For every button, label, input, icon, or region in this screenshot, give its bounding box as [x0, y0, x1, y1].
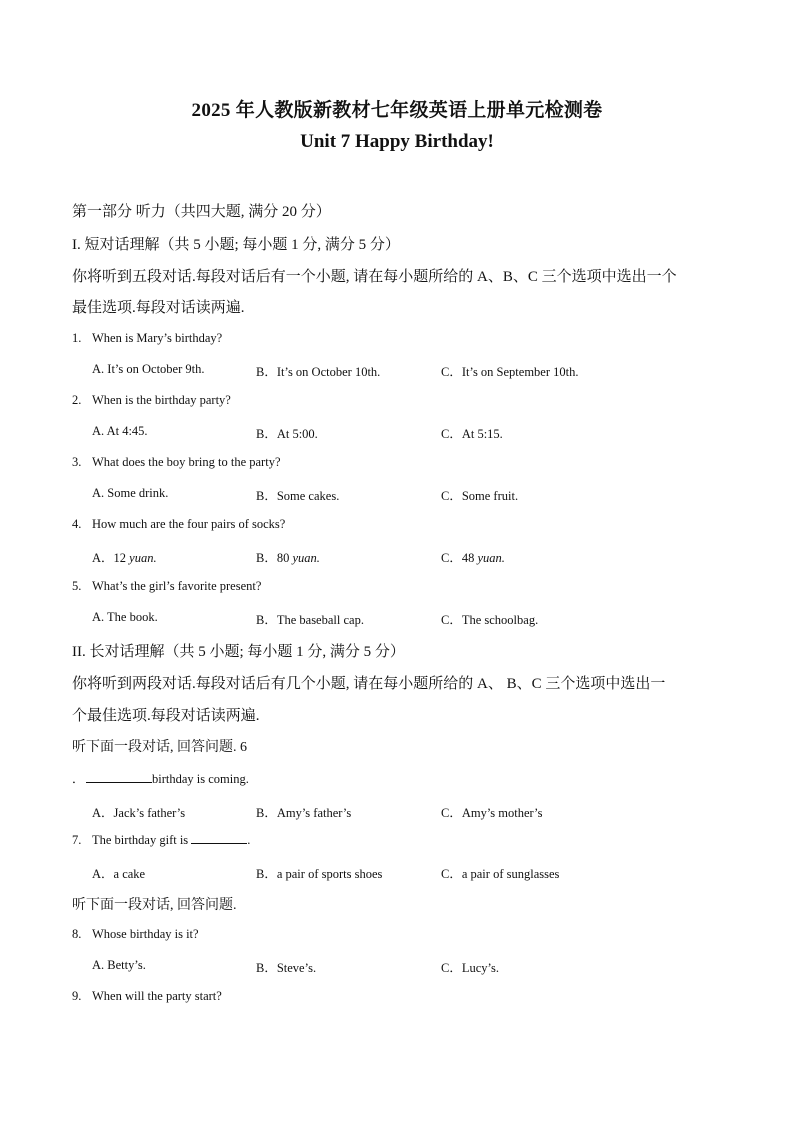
- q6-option-a[interactable]: A．Jack’s father’s: [92, 806, 186, 820]
- section1-heading: I. 短对话理解（共 5 小题; 每小题 1 分, 满分 5 分）: [72, 237, 400, 253]
- q3-option-b[interactable]: B．Some cakes.: [256, 489, 340, 503]
- question-text: When will the party start?: [92, 989, 222, 1003]
- question-number: 8.: [72, 927, 82, 941]
- question-text: What’s the girl’s favorite present?: [92, 579, 262, 593]
- q8-option-a[interactable]: A. Betty’s.: [92, 958, 146, 972]
- answer-blank[interactable]: [191, 843, 247, 844]
- answer-blank[interactable]: [86, 782, 152, 783]
- exam-title: 2025 年人教版新教材七年级英语上册单元检测卷: [191, 100, 603, 121]
- q5-option-b[interactable]: B．The baseball cap.: [256, 613, 364, 627]
- unit-subtitle: Unit 7 Happy Birthday!: [300, 131, 494, 152]
- question-number: 2.: [72, 393, 82, 407]
- question-5: [72, 579, 261, 594]
- question-number: 4.: [72, 517, 82, 531]
- q2-option-c[interactable]: C．At 5:15.: [441, 427, 503, 441]
- option-value: C．48: [441, 551, 478, 565]
- question-number: 5.: [72, 579, 82, 593]
- q6-option-c[interactable]: C．Amy’s mother’s: [441, 806, 543, 820]
- q6-option-b[interactable]: B．Amy’s father’s: [256, 806, 352, 820]
- question-text: birthday is coming.: [152, 772, 249, 786]
- section1-instructions-line1: 你将听到五段对话.每段对话后有一个小题, 请在每小题所给的 A、B、C 三个选项中选出一个: [72, 269, 677, 285]
- question-text: When is Mary’s birthday?: [92, 331, 223, 345]
- q7-option-b[interactable]: B．a pair of sports shoes: [256, 867, 383, 881]
- q5-option-a[interactable]: A. The book.: [92, 610, 158, 624]
- q7-option-c[interactable]: C．a pair of sunglasses: [441, 867, 560, 881]
- question-1: [72, 331, 222, 346]
- question-number: ．: [72, 772, 85, 786]
- question-number: 7.: [72, 833, 82, 847]
- q4-option-a[interactable]: [92, 548, 157, 566]
- option-unit: yuan.: [129, 551, 157, 565]
- q4-option-c[interactable]: [441, 548, 505, 566]
- question-text: How much are the four pairs of socks?: [92, 517, 286, 531]
- question-9: [72, 989, 222, 1004]
- option-value: A．12: [92, 551, 130, 565]
- dialogue2-prompt: 听下面一段对话, 回答问题.: [72, 898, 237, 913]
- q7-option-a[interactable]: A．a cake: [92, 867, 146, 881]
- option-value: B．80: [256, 551, 293, 565]
- q8-option-b[interactable]: B．Steve’s.: [256, 961, 317, 975]
- question-6: [72, 769, 249, 787]
- question-3: [72, 455, 281, 470]
- question-text: The birthday gift is: [92, 833, 189, 847]
- q3-option-a[interactable]: A. Some drink.: [92, 486, 169, 500]
- question-7: [72, 833, 250, 848]
- question-text: When is the birthday party?: [92, 393, 231, 407]
- q8-option-c[interactable]: C．Lucy’s.: [441, 961, 499, 975]
- q3-option-c[interactable]: C．Some fruit.: [441, 489, 519, 503]
- section2-heading: II. 长对话理解（共 5 小题; 每小题 1 分, 满分 5 分）: [72, 644, 405, 660]
- q2-option-a[interactable]: A. At 4:45.: [92, 424, 148, 438]
- q1-option-b[interactable]: B．It’s on October 10th.: [256, 365, 381, 379]
- q1-option-a[interactable]: A. It’s on October 9th.: [92, 362, 205, 376]
- question-text: Whose birthday is it?: [92, 927, 199, 941]
- section1-instructions-line2: 最佳选项.每段对话读两遍.: [72, 300, 245, 316]
- question-number: 9.: [72, 989, 82, 1003]
- q1-option-c[interactable]: C．It’s on September 10th.: [441, 365, 579, 379]
- question-text: What does the boy bring to the party?: [92, 455, 281, 469]
- part1-heading: 第一部分 听力（共四大题, 满分 20 分）: [72, 204, 331, 220]
- question-text-end: .: [247, 833, 251, 847]
- question-2: [72, 393, 231, 408]
- section2-instructions-line2: 个最佳选项.每段对话读两遍.: [72, 708, 260, 724]
- q2-option-b[interactable]: B．At 5:00.: [256, 427, 318, 441]
- question-4: [72, 517, 285, 532]
- option-unit: yuan.: [477, 551, 505, 565]
- option-unit: yuan.: [292, 551, 320, 565]
- section2-instructions-line1: 你将听到两段对话.每段对话后有几个小题, 请在每小题所给的 A、 B、C 三个选项中选出一: [72, 676, 666, 692]
- question-number: 3.: [72, 455, 82, 469]
- q5-option-c[interactable]: C．The schoolbag.: [441, 613, 539, 627]
- q4-option-b[interactable]: [256, 548, 320, 566]
- dialogue1-prompt: 听下面一段对话, 回答问题. 6: [72, 740, 247, 755]
- question-8: [72, 927, 199, 942]
- question-number: 1.: [72, 331, 82, 345]
